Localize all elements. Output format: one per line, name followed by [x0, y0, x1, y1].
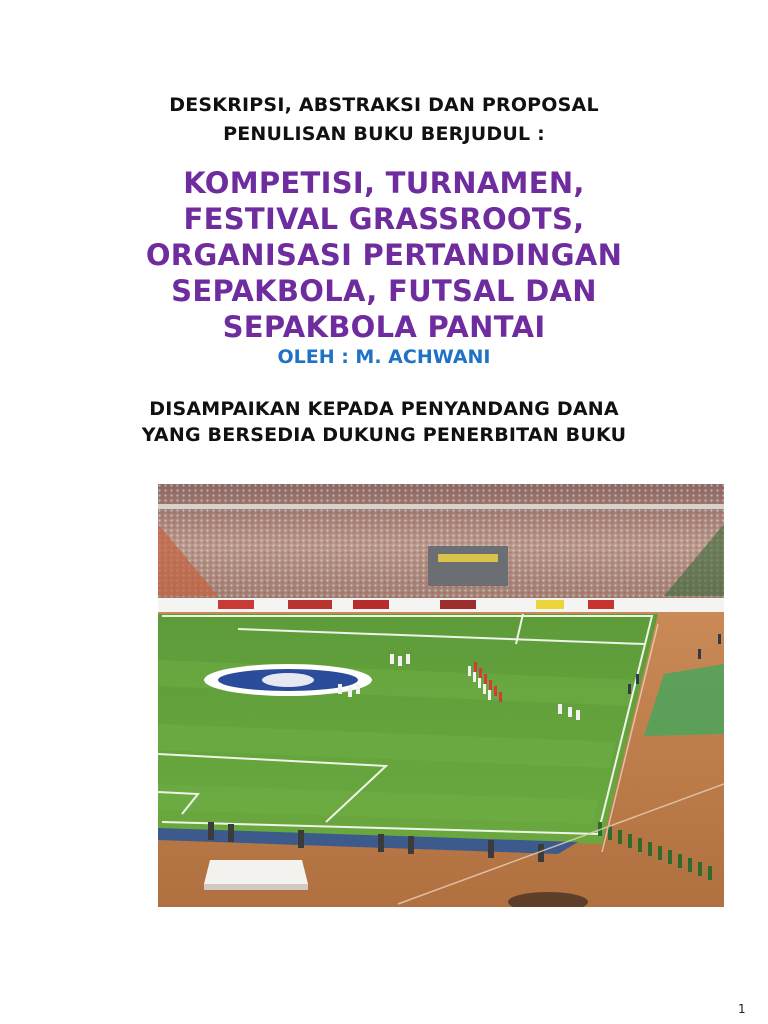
header-line-1: DESKRIPSI, ABSTRAKSI DAN PROPOSAL: [169, 94, 599, 116]
title-line-2: FESTIVAL GRASSROOTS,: [183, 202, 585, 236]
podium: [204, 860, 308, 884]
title-line-3: ORGANISASI PERTANDINGAN: [145, 238, 623, 272]
page-number: 1: [738, 1002, 746, 1016]
upper-tier-edge: [158, 504, 724, 509]
tunnel: [428, 546, 508, 586]
title-line-5: SEPAKBOLA PANTAI: [222, 310, 546, 344]
subheader-line-1: DISAMPAIKAN KEPADA PENYANDANG DANA: [149, 398, 619, 420]
subheader-line-2: YANG BERSEDIA DUKUNG PENERBITAN BUKU: [141, 424, 627, 446]
title-line-4: SEPAKBOLA, FUTSAL DAN: [171, 274, 597, 308]
stadium-photo: [158, 484, 724, 907]
title-line-1: KOMPETISI, TURNAMEN,: [183, 166, 585, 200]
author-line: OLEH : M. ACHWANI: [277, 346, 491, 368]
header-line-2: PENULISAN BUKU BERJUDUL :: [223, 123, 545, 145]
